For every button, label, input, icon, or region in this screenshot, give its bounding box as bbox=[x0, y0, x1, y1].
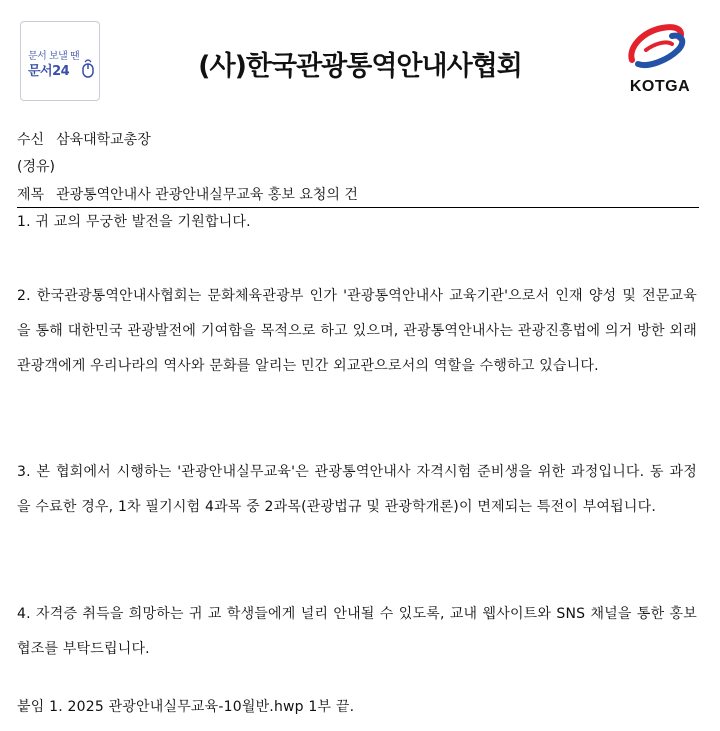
via-line bbox=[17, 156, 55, 176]
subject-line bbox=[17, 184, 358, 204]
logo-name: 문서24 bbox=[28, 64, 70, 79]
recipient-value: 삼육대학교총장 bbox=[56, 132, 151, 148]
paragraph-2: 2. 한국관광통역안내사협회는 문화체육관광부 인가 '관광통역안내사 교육기관'으로서 인재 양성 및 전문교육을 통해 대한민국 관광발전에 기여함을 목적으로 하고 있으며, 관광통역안내사는 관광진흥법에 의거 방한 외래관광객에게 우리나라의 역사와 문화를 알리는 민간 외교관으로서의 역할을 수행하고 있습니다. bbox=[17, 288, 697, 374]
logo-tagline: 문서 보낼 땐 bbox=[28, 51, 80, 62]
via-label: (경유) bbox=[17, 159, 55, 175]
kotga-logo-text: KOTGA bbox=[629, 78, 691, 95]
recipient-line bbox=[17, 129, 151, 149]
organization-title: (사)한국관광통역안내사협회 bbox=[198, 51, 522, 82]
letterhead bbox=[0, 0, 720, 120]
paragraph-3: 3. 본 협회에서 시행하는 '관광안내실무교육'은 관광통역안내사 자격시험 준비생을 위한 과정입니다. 동 과정을 수료한 경우, 1차 필기시험 4과목 중 2과목(관광법규 및 관광학개론)이 면제되는 특전이 부여됩니다. bbox=[17, 464, 697, 515]
subject-value: 관광통역안내사 관광안내실무교육 홍보 요청의 건 bbox=[56, 187, 358, 203]
paragraph-4: 4. 자격증 취득을 희망하는 귀 교 학생들에게 널리 안내될 수 있도록, 교내 웹사이트와 SNS 채널을 통한 홍보 협조를 부탁드립니다. bbox=[17, 606, 697, 657]
kotga-emblem-icon bbox=[624, 20, 694, 72]
subject-label: 제목 bbox=[17, 187, 45, 203]
paragraph-1: 1. 귀 교의 무궁한 발전을 기원합니다. bbox=[17, 214, 251, 230]
recipient-label: 수신 bbox=[17, 132, 45, 148]
attachment-line: 붙임 1. 2025 관광안내실무교육-10월반.hwp 1부 끝. bbox=[17, 699, 355, 715]
